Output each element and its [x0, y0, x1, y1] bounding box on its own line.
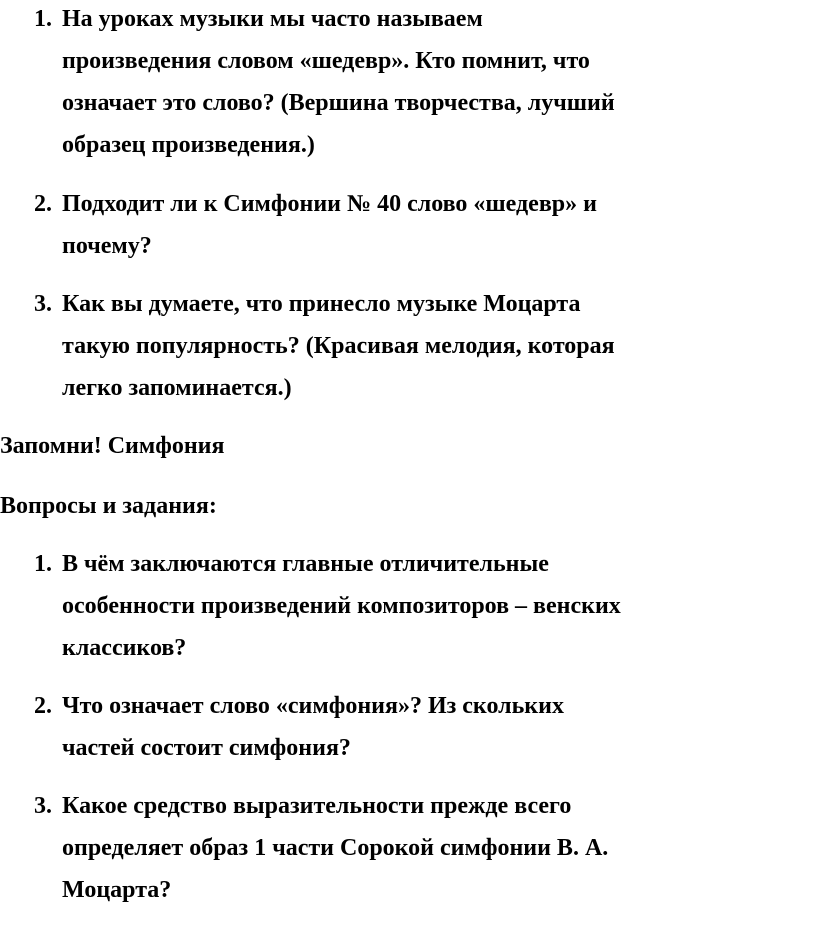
list-item-line: определяет образ 1 части Сорокой симфонии В. А. — [62, 835, 609, 861]
list-item-line: такую популярность? (Красивая мелодия, которая — [62, 333, 615, 359]
questions-heading: Вопросы и задания: — [0, 493, 217, 519]
list-number: 2. — [34, 191, 52, 217]
list-item-line: На уроках музыки мы часто называем — [62, 6, 483, 32]
list-item-line: Моцарта? — [62, 877, 172, 903]
list-item-line: Подходит ли к Симфонии № 40 слово «шедевр» и — [62, 191, 597, 217]
list-item-line: почему? — [62, 233, 152, 259]
list-number: 1. — [34, 6, 52, 32]
list-item-line: Как вы думаете, что принесло музыке Моцарта — [62, 291, 581, 317]
list-item-line: особенности произведений композиторов – венских — [62, 593, 621, 619]
list-item-line: означает это слово? (Вершина творчества, лучший — [62, 90, 615, 116]
list-number: 2. — [34, 693, 52, 719]
list-item-line: Какое средство выразительности прежде всего — [62, 793, 572, 819]
list-item-line: В чём заключаются главные отличительные — [62, 551, 549, 577]
list-item-line: Что означает слово «симфония»? Из скольких — [62, 693, 564, 719]
list-number: 1. — [34, 551, 52, 577]
list-item-line: образец произведения.) — [62, 132, 315, 158]
list-number: 3. — [34, 793, 52, 819]
list-item-line: произведения словом «шедевр». Кто помнит, что — [62, 48, 590, 74]
remember-heading: Запомни! Симфония — [0, 433, 225, 459]
list-item-line: классиков? — [62, 635, 187, 661]
list-item-line: частей состоит симфония? — [62, 735, 351, 761]
list-item-line: легко запоминается.) — [62, 375, 292, 401]
list-number: 3. — [34, 291, 52, 317]
